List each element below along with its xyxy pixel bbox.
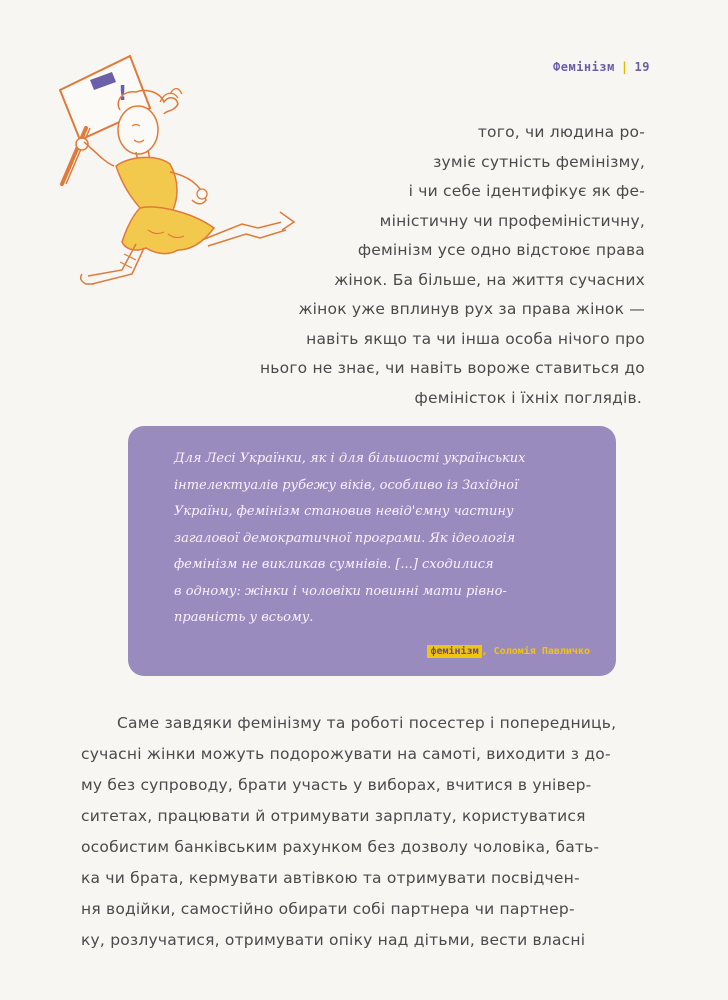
sign-exclamation: ! [118, 81, 128, 105]
quote-box [128, 426, 616, 676]
running-header [553, 60, 650, 74]
text-line: того, чи людина ро- [477, 123, 645, 141]
quote-line: України, фемінізм становив невід'ємну частину [174, 504, 514, 519]
quote-line: фемінізм не викликав сумнівів. [...] сходилися [174, 557, 494, 572]
text-line: міністичну чи профеміністичну, [379, 211, 645, 230]
text-line: жінок. Ба більше, на життя сучасних [334, 270, 645, 289]
text-line: навіть якщо та чи інша особа нічого про [306, 329, 645, 348]
text-line: му без супроводу, брати участь у виборах, вчитися в універ- [81, 776, 592, 794]
text-line: фемінізм усе одно відстоює права [357, 241, 645, 259]
text-line: феміністок і їхніх поглядів. [414, 388, 642, 407]
text-line: і чи себе ідентифікує як фе- [408, 182, 645, 200]
quote-line: інтелектуалів рубежу віків, особливо із Західної [174, 477, 519, 493]
hashtag-badge: фемінізм [427, 645, 481, 658]
quote-line: правність у всьому. [174, 610, 314, 625]
text-line: ку, розлучатися, отримувати опіку над дітьми, вести власні [81, 931, 586, 949]
text-line: нього не знає, чи навіть вороже ставиться до [259, 359, 645, 377]
quote-line: загалової демократичної програми. Як ідеологія [174, 530, 516, 546]
body-paragraph [81, 708, 629, 956]
page-number: 19 [634, 60, 650, 74]
quote-attribution [427, 646, 590, 657]
quote-line: Для Лесі Українки, як і для більшості українських [174, 451, 526, 466]
quote-text [174, 446, 594, 632]
section-title: Фемінізм [553, 60, 615, 74]
intro-paragraph [180, 118, 645, 413]
quote-author: , Соломія Павличко [481, 646, 590, 657]
text-line: жінок уже вплинув рух за права жінок — [298, 300, 645, 318]
text-line: Саме завдяки фемінізму та роботі посестер і попередниць, [117, 714, 617, 732]
header-separator: | [620, 60, 629, 74]
text-line: особистим банківським рахунком без дозволу чоловіка, бать- [81, 838, 600, 856]
text-line: зуміє сутність фемінізму, [433, 152, 645, 171]
text-line: ня водійки, самостійно обирати собі партнера чи партнер- [81, 900, 575, 918]
quote-line: в одному: жінки і чоловіки повинні мати рівно- [174, 583, 507, 599]
text-line: сучасні жінки можуть подорожувати на самоті, виходити з до- [81, 745, 611, 763]
text-line: ситетах, працювати й отримувати зарплату, користуватися [81, 807, 586, 825]
text-line: ка чи брата, кермувати автівкою та отримувати посвідчен- [81, 869, 580, 887]
